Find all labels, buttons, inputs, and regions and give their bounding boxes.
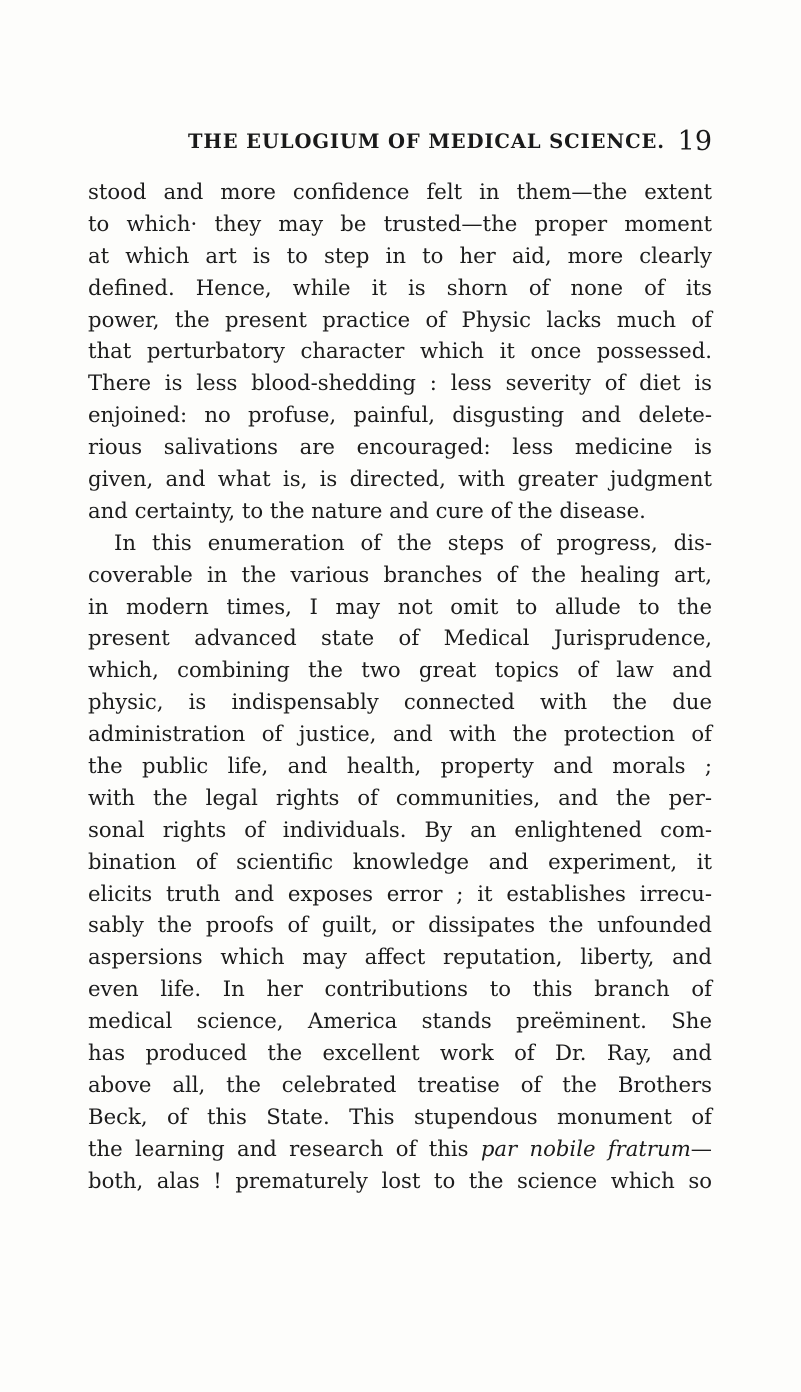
- text-segment: the learning and research of this: [88, 1135, 481, 1161]
- text-line: coverable in the various branches of the healing art,: [88, 561, 712, 587]
- text-line: the public life, and health, property and morals ;: [88, 753, 712, 779]
- text-line: with the legal rights of communities, and the per-: [88, 784, 712, 810]
- page-header: [88, 126, 712, 162]
- text-line: defined. Hence, while it is shorn of none of its: [88, 274, 712, 300]
- paragraph-end-line: and certainty, to the nature and cure of the disease.: [88, 497, 646, 523]
- text-line: rious salivations are encouraged: less medicine is: [88, 434, 712, 460]
- text-line: in modern times, I may not omit to allude to the: [88, 593, 712, 619]
- paragraph-first-line: In this enumeration of the steps of progress, dis-: [114, 529, 712, 555]
- text-line: that perturbatory character which it once possessed.: [88, 338, 712, 364]
- text-line: bination of scientific knowledge and experiment, it: [88, 848, 712, 874]
- text-line: even life. In her contributions to this branch of: [88, 976, 712, 1002]
- text-line: at which art is to step in to her aid, more clearly: [88, 242, 712, 268]
- text-line: Beck, of this State. This stupendous monument of: [88, 1103, 712, 1129]
- running-title: THE EULOGIUM OF MEDICAL SCIENCE.: [188, 130, 665, 153]
- text-line: to which· they may be trusted—the proper moment: [88, 210, 712, 236]
- text-line-with-italic: [88, 1133, 712, 1165]
- text-line: elicits truth and exposes error ; it establishes irrecu-: [88, 880, 712, 906]
- text-line: There is less blood-shedding : less severity of diet is: [88, 370, 712, 396]
- text-segment: —: [690, 1135, 712, 1161]
- text-line: administration of justice, and with the protection of: [88, 721, 712, 747]
- text-line: medical science, America stands preëminent. She: [88, 1008, 712, 1034]
- text-line: physic, is indispensably connected with the due: [88, 689, 712, 715]
- text-line: both, alas ! prematurely lost to the science which so: [88, 1167, 712, 1193]
- text-line: sonal rights of individuals. By an enlightened com-: [88, 816, 712, 842]
- text-line: above all, the celebrated treatise of the Brothers: [88, 1071, 712, 1097]
- text-line: given, and what is, is directed, with greater judgment: [88, 466, 712, 492]
- text-line: present advanced state of Medical Jurisprudence,: [88, 625, 712, 651]
- body-text: [88, 176, 712, 1197]
- page-number: 19: [677, 126, 712, 157]
- text-line: which, combining the two great topics of law and: [88, 657, 712, 683]
- text-line: aspersions which may affect reputation, liberty, and: [88, 944, 712, 970]
- text-line: has produced the excellent work of Dr. Ray, and: [88, 1040, 712, 1066]
- text-line: sably the proofs of guilt, or dissipates the unfounded: [88, 912, 712, 938]
- italic-phrase: par nobile fratrum: [480, 1135, 691, 1161]
- text-line: enjoined: no profuse, painful, disgusting and delete-: [88, 402, 712, 428]
- text-line: power, the present practice of Physic lacks much of: [88, 306, 712, 332]
- text-line: stood and more confidence felt in them—the extent: [88, 179, 712, 204]
